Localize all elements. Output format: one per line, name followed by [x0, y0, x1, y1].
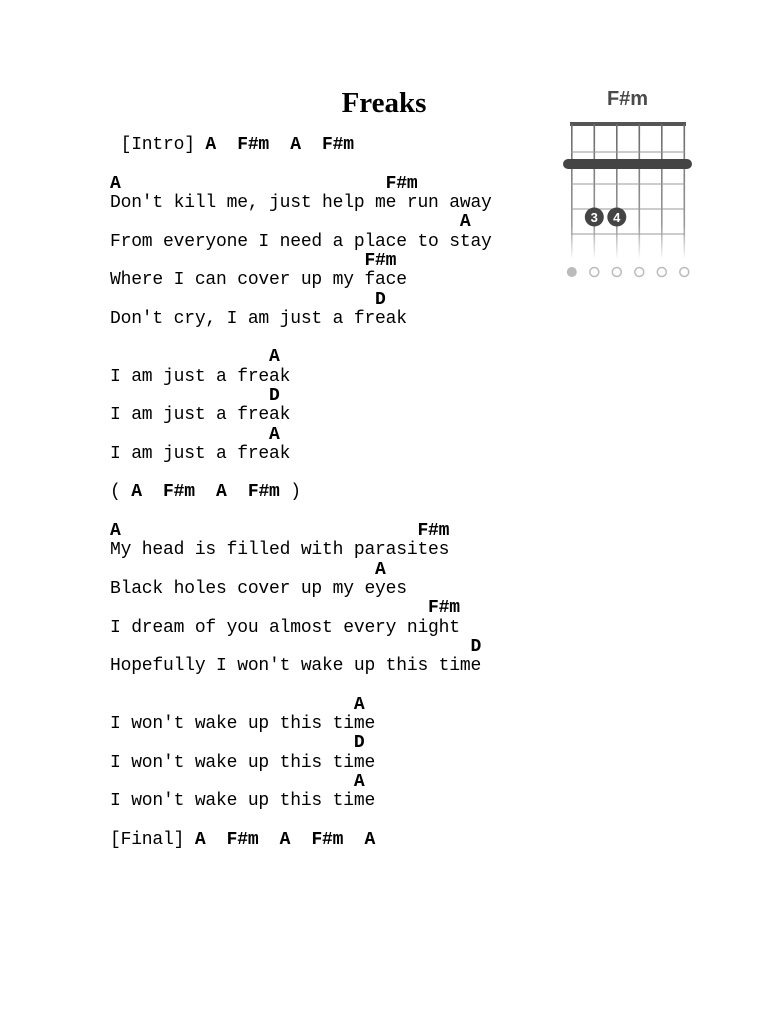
chord-line: D: [110, 733, 365, 753]
lyric-line: Where I can cover up my face: [110, 270, 407, 290]
chord-diagram: [560, 86, 695, 281]
lyric-line: I am just a freak: [110, 444, 291, 464]
section-label-intro: [Intro]: [110, 135, 206, 155]
barre-icon: [563, 159, 692, 169]
chord-line: F#m: [110, 598, 460, 618]
lyric-line: My head is filled with parasites: [110, 540, 450, 560]
paren-close: ): [279, 482, 301, 502]
paren-open: (: [110, 482, 132, 502]
nut: [570, 122, 686, 126]
finger-dot-4: [607, 208, 626, 227]
lyric-line: Don't cry, I am just a freak: [110, 309, 407, 329]
chord-line: D: [110, 637, 482, 657]
lyric-line: From everyone I need a place to stay: [110, 232, 492, 252]
chord-line: A: [110, 425, 280, 445]
intro-line: [110, 135, 354, 155]
interlude-line: [110, 482, 301, 502]
intro-chords: A F#m A F#m: [205, 135, 354, 155]
chord-line: A: [110, 347, 280, 367]
chord-line: A: [110, 560, 386, 580]
final-line: [110, 830, 375, 850]
chord-line: D: [110, 290, 386, 310]
chord-line: D: [110, 386, 280, 406]
lyric-line: I won't wake up this time: [110, 714, 376, 734]
lyric-line: I am just a freak: [110, 367, 291, 387]
chord-line: F#m: [110, 251, 397, 271]
final-chords: A F#m A F#m A: [194, 830, 376, 850]
lyric-line: I am just a freak: [110, 405, 291, 425]
string-markers: [567, 267, 689, 277]
lyric-line: Hopefully I won't wake up this time: [110, 656, 482, 676]
song-title: Freaks: [341, 87, 427, 119]
chord-line: A: [110, 695, 365, 715]
chord-line: A F#m: [110, 174, 418, 194]
strings: [571, 124, 685, 259]
lyric-line: I dream of you almost every night: [110, 618, 460, 638]
lyric-line: I won't wake up this time: [110, 753, 376, 773]
lyric-line: Black holes cover up my eyes: [110, 579, 407, 599]
lyric-line: Don't kill me, just help me run away: [110, 193, 492, 213]
fretboard-diagram: [560, 116, 695, 281]
svg-text:4: 4: [613, 210, 621, 225]
chord-line: A F#m: [110, 521, 450, 541]
chord-diagram-name: F#m: [606, 88, 649, 110]
chord-line: A: [110, 212, 471, 232]
interlude-chords: A F#m A F#m: [131, 482, 280, 502]
finger-dot-3: [585, 208, 604, 227]
svg-text:3: 3: [590, 210, 598, 225]
lyric-line: I won't wake up this time: [110, 791, 376, 811]
chord-line: A: [110, 772, 365, 792]
section-label-final: [Final]: [110, 830, 195, 850]
